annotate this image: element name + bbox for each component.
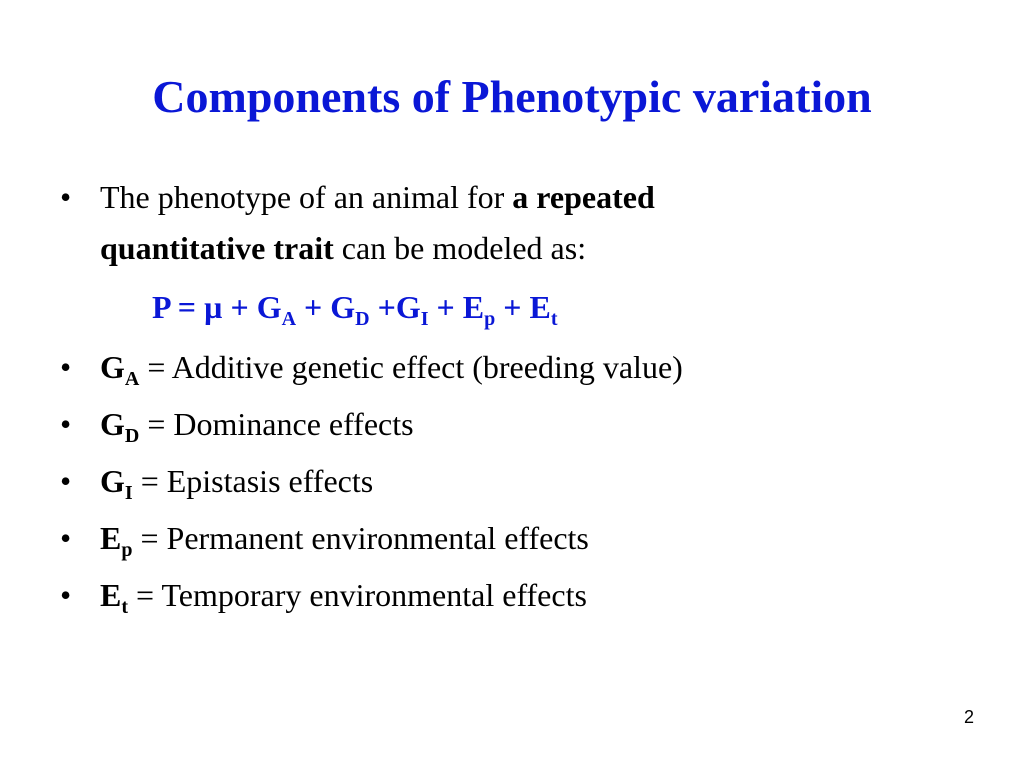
bullet-definition-gi bbox=[60, 455, 960, 507]
definition-text: Permanent environmental effects bbox=[166, 520, 589, 556]
bullet-definition-et bbox=[60, 569, 960, 621]
definition-term bbox=[100, 577, 129, 618]
bullet-definition-ep bbox=[60, 512, 960, 564]
equals-sign: = bbox=[139, 349, 172, 385]
term-subscript: I bbox=[124, 482, 133, 504]
bullet-dot: • bbox=[60, 520, 72, 556]
equals-sign: = bbox=[139, 406, 174, 442]
formula-subscript: D bbox=[355, 308, 370, 330]
definition-text: Epistasis effects bbox=[166, 463, 374, 499]
intro-line-2 bbox=[100, 223, 960, 274]
term-letter: E bbox=[100, 520, 122, 556]
bullet-definition-ga bbox=[60, 341, 960, 393]
intro-text-start: The phenotype of an animal for bbox=[100, 179, 513, 215]
term-letter: E bbox=[100, 577, 122, 613]
bullet-dot: • bbox=[60, 463, 72, 499]
definition-term bbox=[100, 463, 133, 504]
equals-sign: = bbox=[128, 577, 162, 613]
bullet-dot: • bbox=[60, 406, 72, 442]
term-subscript: A bbox=[124, 368, 140, 390]
formula-part: P = µ + G bbox=[152, 289, 282, 325]
definition-text: Dominance effects bbox=[173, 406, 414, 442]
formula-subscript: A bbox=[281, 308, 297, 330]
formula-part: + E bbox=[495, 289, 551, 325]
definition-term bbox=[100, 406, 140, 447]
equals-sign: = bbox=[132, 520, 167, 556]
intro-bold-phrase-2: quantitative trait bbox=[100, 230, 334, 266]
formula-subscript: t bbox=[550, 308, 558, 330]
formula-part: + E bbox=[428, 289, 485, 325]
term-subscript: D bbox=[124, 425, 140, 447]
term-subscript: t bbox=[121, 596, 129, 618]
slide-body bbox=[60, 172, 960, 626]
equals-sign: = bbox=[132, 463, 167, 499]
formula-part: +G bbox=[377, 289, 421, 325]
bullet-definition-gd bbox=[60, 398, 960, 450]
intro-text-end: can be modeled as: bbox=[333, 230, 587, 266]
intro-bold-phrase-1: a repeated bbox=[512, 179, 655, 215]
term-subscript: p bbox=[121, 539, 133, 561]
definition-text: Additive genetic effect (breeding value) bbox=[171, 349, 683, 385]
definition-text: Temporary environmental effects bbox=[161, 577, 587, 613]
definition-term bbox=[100, 520, 133, 561]
formula-subscript: p bbox=[484, 308, 496, 330]
page-number: 2 bbox=[963, 707, 974, 727]
definition-term bbox=[100, 349, 140, 390]
slide-title: Components of Phenotypic variation bbox=[152, 71, 872, 122]
bullet-dot: • bbox=[60, 577, 72, 613]
term-letter: G bbox=[100, 349, 125, 385]
term-letter: G bbox=[100, 406, 125, 442]
formula-equation bbox=[152, 279, 960, 335]
formula-part: + G bbox=[296, 289, 356, 325]
bullet-dot: • bbox=[60, 349, 72, 385]
term-letter: G bbox=[100, 463, 125, 499]
bullet-dot: • bbox=[60, 179, 72, 215]
formula-subscript: I bbox=[420, 308, 429, 330]
bullet-intro bbox=[60, 172, 960, 274]
